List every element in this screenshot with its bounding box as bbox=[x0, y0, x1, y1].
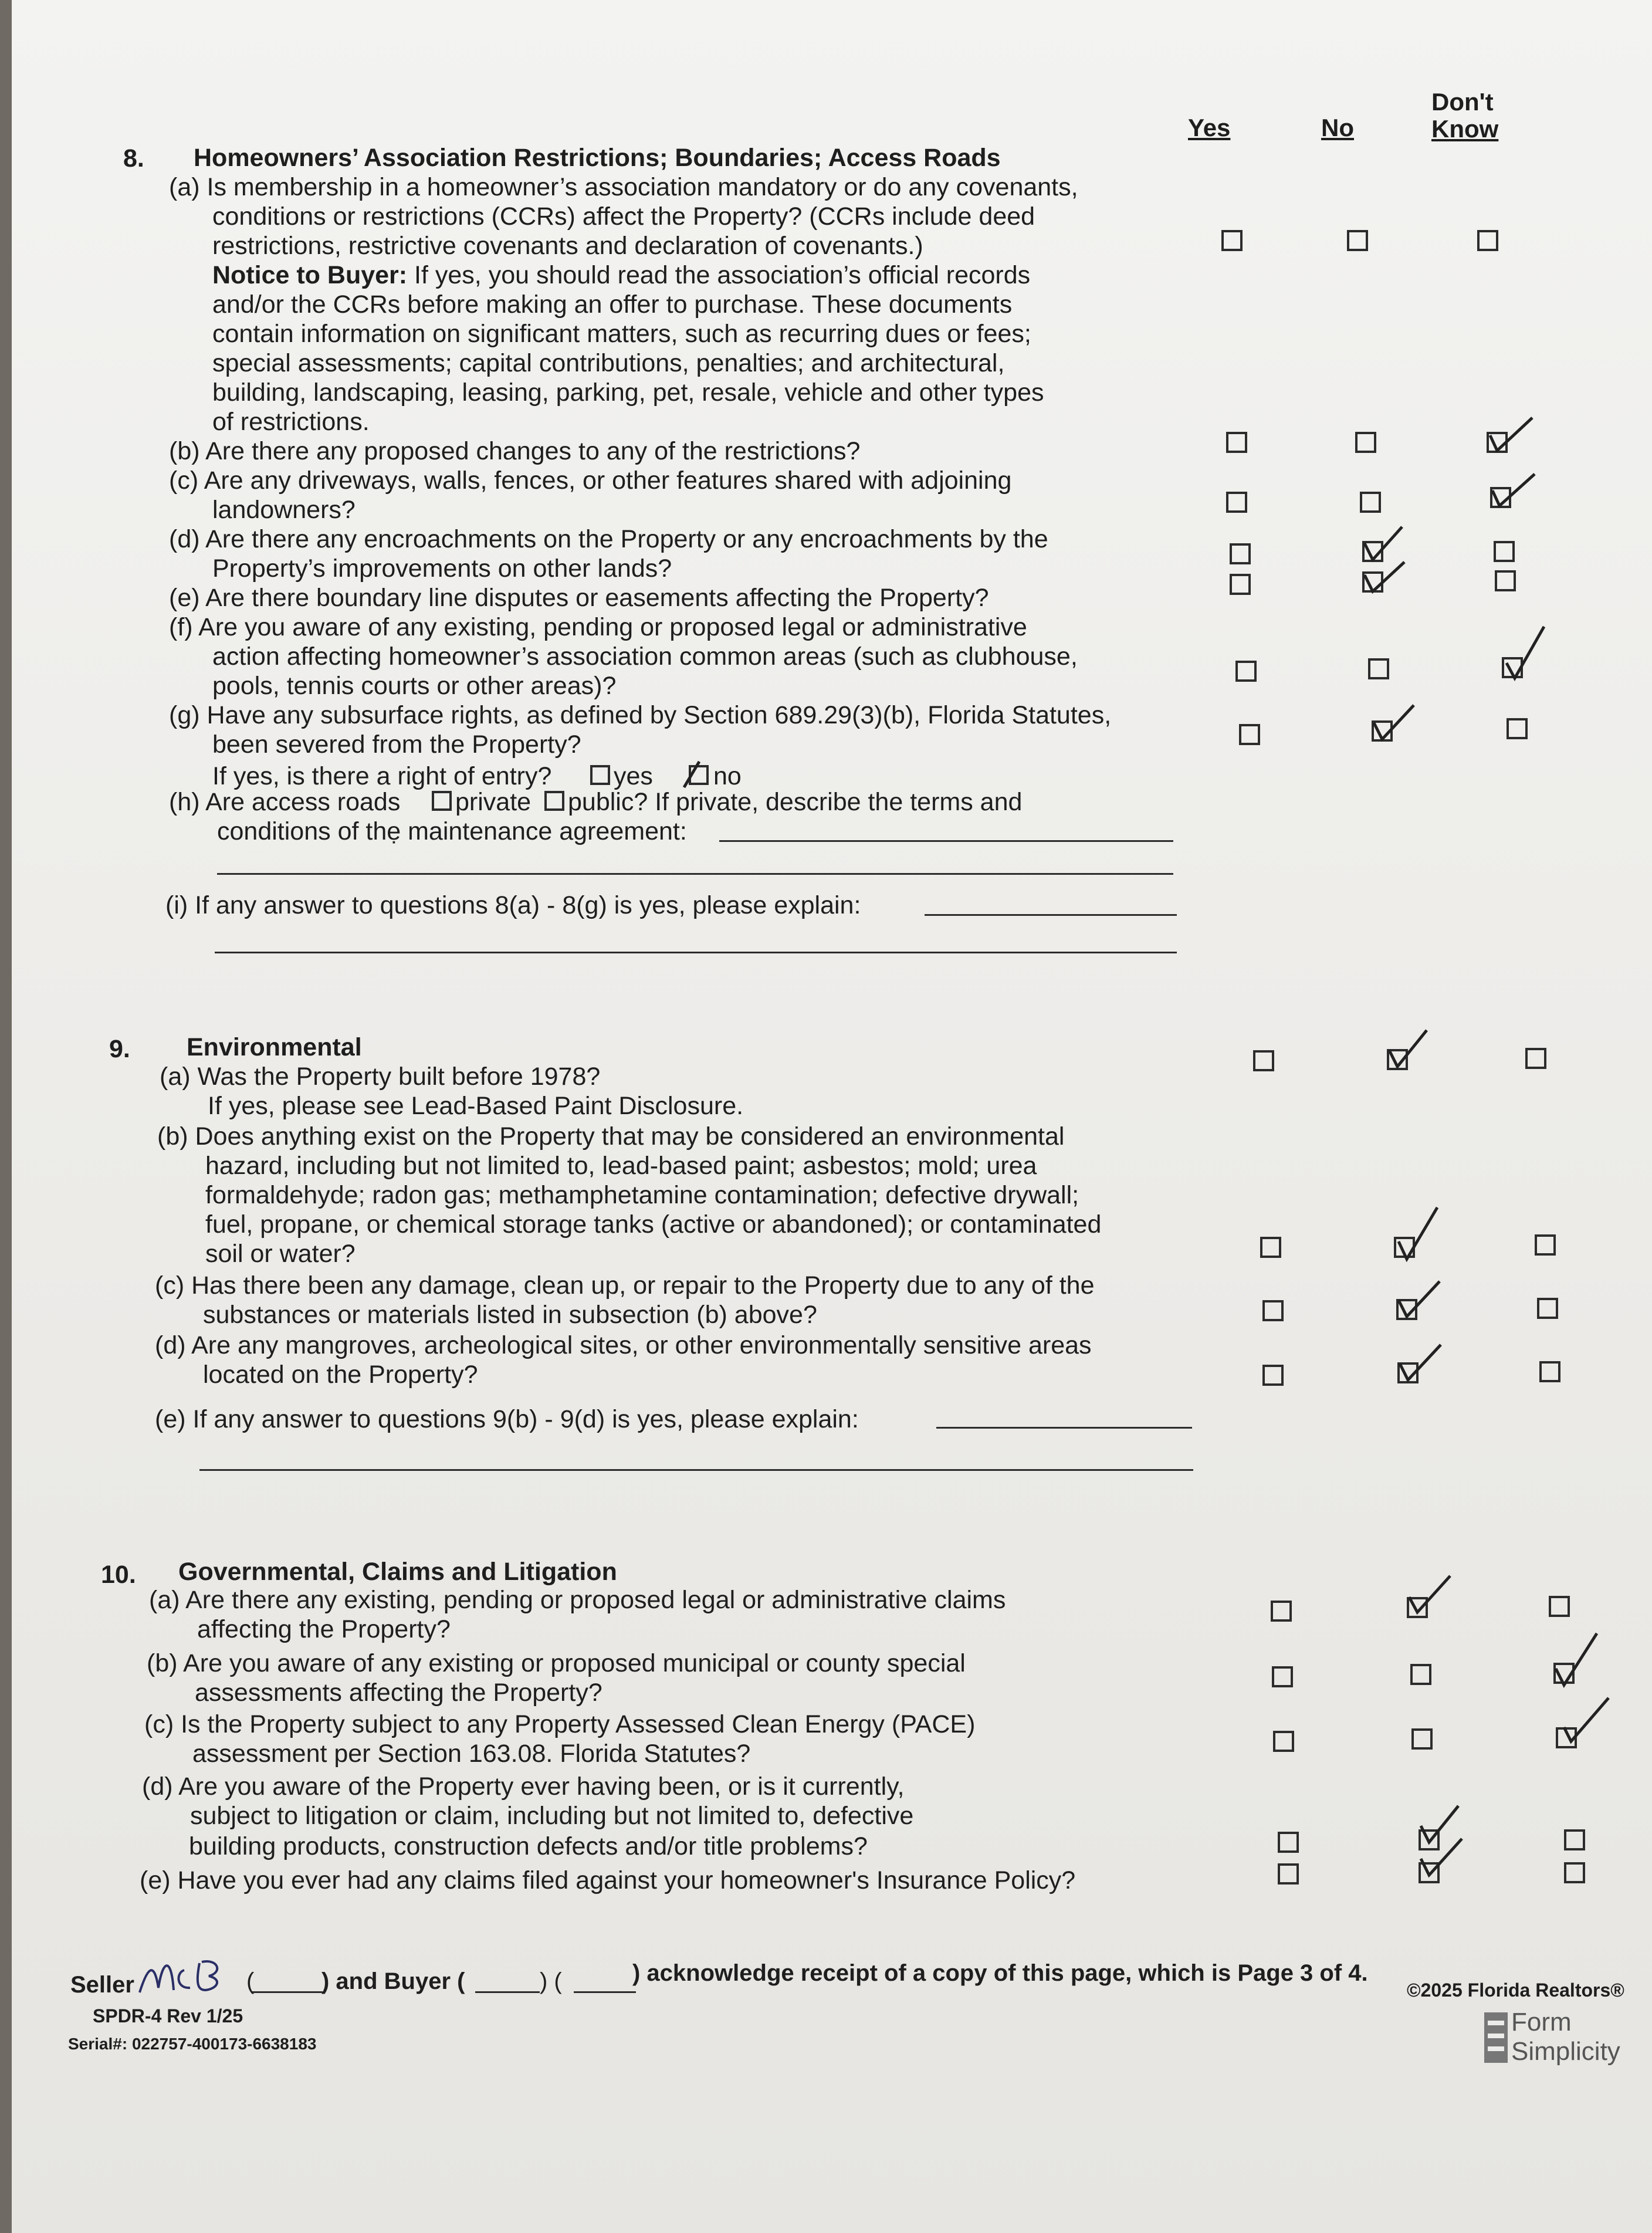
q10d-yes-checkbox[interactable] bbox=[1278, 1832, 1299, 1853]
q9a-yes-checkbox[interactable] bbox=[1253, 1050, 1274, 1071]
q8f-line1: (f) Are you aware of any existing, pending or proposed legal or administrative bbox=[169, 613, 1027, 641]
header-dont-know-line2: Know bbox=[1431, 115, 1499, 143]
q10b-no-checkbox[interactable] bbox=[1410, 1664, 1431, 1685]
q8b-dont-know-check-icon bbox=[1484, 414, 1537, 455]
q10a-dont-know-checkbox[interactable] bbox=[1549, 1596, 1570, 1617]
q8h-public-checkbox[interactable] bbox=[544, 791, 564, 811]
seller-initials-line2[interactable] bbox=[252, 1991, 323, 1993]
q8h-line2: conditions of thẹ maintenance agreement: bbox=[217, 817, 687, 845]
q9a-no-check-icon bbox=[1384, 1028, 1437, 1069]
q9a-dont-know-checkbox[interactable] bbox=[1525, 1048, 1546, 1069]
q8f-yes-checkbox[interactable] bbox=[1235, 661, 1257, 682]
q8g-entry-yes-label: yes bbox=[614, 762, 653, 790]
q8b-no-checkbox[interactable] bbox=[1355, 432, 1376, 453]
q8h-private-label: private bbox=[455, 788, 532, 816]
q9d-no-check-icon bbox=[1395, 1341, 1448, 1382]
q8c-dont-know-check-icon bbox=[1487, 469, 1539, 510]
q9b-line1: (b) Does anything exist on the Property that may be considered an environmental bbox=[157, 1122, 1065, 1151]
logo-text-simplicity: Simplicity bbox=[1511, 2037, 1620, 2066]
notice-to-buyer-line5: building, landscaping, leasing, parking, pet, resale, vehicle and other types bbox=[212, 378, 1044, 407]
notice-to-buyer-line2: and/or the CCRs before making an offer to purchase. These documents bbox=[212, 290, 1013, 319]
q8h-answer-line2[interactable] bbox=[217, 873, 1173, 875]
q10b-line2: assessments affecting the Property? bbox=[195, 1679, 602, 1707]
form-id: SPDR-4 Rev 1/25 bbox=[93, 2005, 243, 2026]
q8c-line1: (c) Are any driveways, walls, fences, or other features shared with adjoining bbox=[169, 466, 1012, 495]
q9c-line2: substances or materials listed in subsection (b) above? bbox=[203, 1301, 817, 1329]
notice-to-buyer-line3: contain information on significant matters, such as recurring dues or fees; bbox=[212, 320, 1031, 348]
q9d-line2: located on the Property? bbox=[203, 1361, 478, 1389]
q10a-no-check-icon bbox=[1404, 1574, 1457, 1615]
q10b-dont-know-check-icon bbox=[1551, 1631, 1604, 1687]
q8g-entry-yes-checkbox[interactable] bbox=[590, 765, 610, 785]
q9b-no-check-icon bbox=[1394, 1205, 1447, 1261]
section-9-title: Environmental bbox=[187, 1033, 362, 1061]
q8g-entry-question: If yes, is there a right of entry? bbox=[212, 762, 552, 790]
q8h-line1 bbox=[169, 787, 400, 817]
q8a-line3: restrictions, restrictive covenants and declaration of covenants.) bbox=[212, 232, 923, 260]
q10c-line1: (c) Is the Property subject to any Property Assessed Clean Energy (PACE) bbox=[144, 1710, 976, 1738]
q8d-line2: Property’s improvements on other lands? bbox=[212, 554, 672, 583]
q10a-line2: affecting the Property? bbox=[197, 1615, 451, 1643]
serial-number: Serial#: 022757-400173-6638183 bbox=[68, 2035, 317, 2053]
q8h-answer-line1[interactable] bbox=[719, 840, 1173, 842]
q10e: (e) Have you ever had any claims filed against your homeowner's Insurance Policy? bbox=[140, 1866, 1076, 1894]
q9c-dont-know-checkbox[interactable] bbox=[1537, 1298, 1558, 1319]
section-8-number: 8. bbox=[123, 144, 144, 172]
q10c-yes-checkbox[interactable] bbox=[1273, 1731, 1294, 1752]
q8f-line3: pools, tennis courts or other areas)? bbox=[212, 672, 617, 700]
footer-seller-label: Seller bbox=[70, 1972, 134, 1998]
q9c-line1: (c) Has there been any damage, clean up, or repair to the Property due to any of the bbox=[155, 1271, 1095, 1300]
notice-to-buyer-line6: of restrictions. bbox=[212, 408, 370, 436]
q8a-line1: (a) Is membership in a homeowner’s association mandatory or do any covenants, bbox=[169, 173, 1078, 201]
form-page bbox=[12, 0, 1652, 2233]
q9d-yes-checkbox[interactable] bbox=[1262, 1365, 1284, 1386]
q9e-answer-line1[interactable] bbox=[936, 1427, 1192, 1429]
q9b-dont-know-checkbox[interactable] bbox=[1535, 1234, 1556, 1256]
q8g-line2: been severed from the Property? bbox=[212, 730, 581, 759]
notice-label: Notice to Buyer: bbox=[212, 261, 408, 289]
q8i: (i) If any answer to questions 8(a) - 8(g) is yes, please explain: bbox=[165, 891, 861, 919]
header-no: No bbox=[1321, 114, 1354, 141]
seller-initials-signature bbox=[135, 1939, 255, 1999]
q8a-line2: conditions or restrictions (CCRs) affect the Property? (CCRs include deed bbox=[212, 202, 1035, 231]
q9b-line5: soil or water? bbox=[205, 1240, 356, 1268]
q10d-line2: subject to litigation or claim, including but not limited to, defective bbox=[190, 1802, 914, 1830]
q8h-private-checkbox[interactable] bbox=[432, 791, 452, 811]
q9c-no-check-icon bbox=[1394, 1278, 1447, 1319]
q10c-line2: assessment per Section 163.08. Florida Statutes? bbox=[192, 1740, 751, 1768]
q10d-line3: building products, construction defects and/or title problems? bbox=[189, 1832, 868, 1860]
q8b-yes-checkbox[interactable] bbox=[1226, 432, 1247, 453]
q8c-no-checkbox[interactable] bbox=[1360, 492, 1381, 513]
q9d-dont-know-checkbox[interactable] bbox=[1539, 1361, 1560, 1382]
q10a-line1: (a) Are there any existing, pending or proposed legal or administrative claims bbox=[149, 1586, 1006, 1614]
q8g-entry-no-label: no bbox=[713, 762, 742, 790]
footer-and-buyer: ) and Buyer ( bbox=[321, 1968, 465, 1994]
buyer-paren-separator: ) ( bbox=[540, 1968, 562, 1994]
q9a-line2: If yes, please see Lead-Based Paint Disclosure. bbox=[208, 1092, 744, 1120]
q9b-line4: fuel, propane, or chemical storage tanks (active or abandoned); or contaminated bbox=[205, 1210, 1102, 1239]
section-10-title: Governmental, Claims and Litigation bbox=[178, 1558, 617, 1586]
q8i-answer-line1[interactable] bbox=[925, 914, 1177, 916]
q8g-no-check-icon bbox=[1369, 702, 1422, 743]
header-dont-know-line1: Don't bbox=[1431, 88, 1494, 116]
q10e-dont-know-checkbox[interactable] bbox=[1564, 1862, 1585, 1883]
seller-initials-open-paren: ( bbox=[246, 1968, 255, 1994]
q9a-line1: (a) Was the Property built before 1978? bbox=[160, 1063, 601, 1091]
section-9-number: 9. bbox=[109, 1035, 130, 1063]
q8f-line2: action affecting homeowner’s association common areas (such as clubhouse, bbox=[212, 642, 1078, 671]
q8a-yes-checkbox[interactable] bbox=[1221, 230, 1243, 251]
q10c-dont-know-check-icon bbox=[1556, 1696, 1612, 1752]
section-10-number: 10. bbox=[101, 1561, 136, 1589]
q8g-dont-know-checkbox[interactable] bbox=[1507, 718, 1528, 739]
q8e-yes-checkbox[interactable] bbox=[1230, 574, 1251, 595]
q8a-no-checkbox[interactable] bbox=[1347, 230, 1368, 251]
q8c-yes-checkbox[interactable] bbox=[1226, 492, 1247, 513]
q8c-line2: landowners? bbox=[212, 496, 356, 524]
q8d-dont-know-checkbox[interactable] bbox=[1494, 541, 1515, 562]
q10e-yes-checkbox[interactable] bbox=[1278, 1863, 1299, 1884]
q8d-line1: (d) Are there any encroachments on the Property or any encroachments by the bbox=[169, 525, 1048, 553]
seller-initials-text: MEB bbox=[135, 1939, 155, 1949]
header-yes: Yes bbox=[1188, 114, 1231, 141]
form-simplicity-logo-icon bbox=[1484, 2012, 1508, 2063]
q9b-yes-checkbox[interactable] bbox=[1260, 1237, 1281, 1258]
q9b-line3: formaldehyde; radon gas; methamphetamine contamination; defective drywall; bbox=[205, 1181, 1079, 1209]
q10b-yes-checkbox[interactable] bbox=[1272, 1666, 1293, 1687]
q9d-line1: (d) Are any mangroves, archeological sites, or other environmentally sensitive areas bbox=[155, 1331, 1092, 1359]
q10d-dont-know-checkbox[interactable] bbox=[1564, 1829, 1585, 1850]
notice-to-buyer-line1 bbox=[212, 260, 1030, 290]
footer-acknowledgement: ) acknowledge receipt of a copy of this page, which is Page 3 of 4. bbox=[632, 1960, 1368, 1986]
logo-text-form: Form bbox=[1511, 2008, 1572, 2036]
q8b: (b) Are there any proposed changes to any of the restrictions? bbox=[169, 437, 861, 465]
q10b-line1: (b) Are you aware of any existing or proposed municipal or county special bbox=[147, 1649, 966, 1677]
section-8-title: Homeowners’ Association Restrictions; Boundaries; Access Roads bbox=[194, 144, 1001, 172]
q8h-public-label: public? If private, describe the terms and bbox=[568, 788, 1023, 816]
q8e: (e) Are there boundary line disputes or easements affecting the Property? bbox=[169, 584, 989, 612]
q8f-dont-know-check-icon bbox=[1502, 624, 1549, 681]
buyer-initials-line2[interactable] bbox=[574, 1991, 636, 1993]
q9e-answer-line2[interactable] bbox=[199, 1469, 1193, 1471]
q9c-yes-checkbox[interactable] bbox=[1262, 1300, 1284, 1321]
q10a-yes-checkbox[interactable] bbox=[1271, 1601, 1292, 1622]
q10c-no-checkbox[interactable] bbox=[1411, 1728, 1433, 1750]
buyer-initials-line1[interactable] bbox=[475, 1991, 540, 1993]
q10e-no-check-icon bbox=[1416, 1836, 1469, 1877]
q8e-dont-know-checkbox[interactable] bbox=[1495, 570, 1516, 591]
q8f-no-checkbox[interactable] bbox=[1368, 658, 1389, 679]
q9e: (e) If any answer to questions 9(b) - 9(d) is yes, please explain: bbox=[155, 1405, 859, 1433]
q8d-yes-checkbox[interactable] bbox=[1230, 543, 1251, 564]
q8e-no-check-icon bbox=[1360, 557, 1413, 598]
q9b-line2: hazard, including but not limited to, lead-based paint; asbestos; mold; urea bbox=[205, 1152, 1037, 1180]
q8g-yes-checkbox[interactable] bbox=[1239, 724, 1260, 745]
copyright: ©2025 Florida Realtors® bbox=[1407, 1980, 1624, 2001]
q8g-line1: (g) Have any subsurface rights, as defined by Section 689.29(3)(b), Florida Statutes, bbox=[169, 701, 1112, 729]
notice-to-buyer-line4: special assessments; capital contributions, penalties; and architectural, bbox=[212, 349, 1005, 377]
notice-text: If yes, you should read the association’s official records bbox=[407, 261, 1031, 289]
q8a-dont-know-checkbox[interactable] bbox=[1477, 230, 1498, 251]
q10d-line1: (d) Are you aware of the Property ever having been, or is it currently, bbox=[142, 1772, 905, 1801]
q8i-answer-line2[interactable] bbox=[215, 952, 1177, 953]
q8h-prefix: (h) Are access roads bbox=[169, 788, 401, 816]
